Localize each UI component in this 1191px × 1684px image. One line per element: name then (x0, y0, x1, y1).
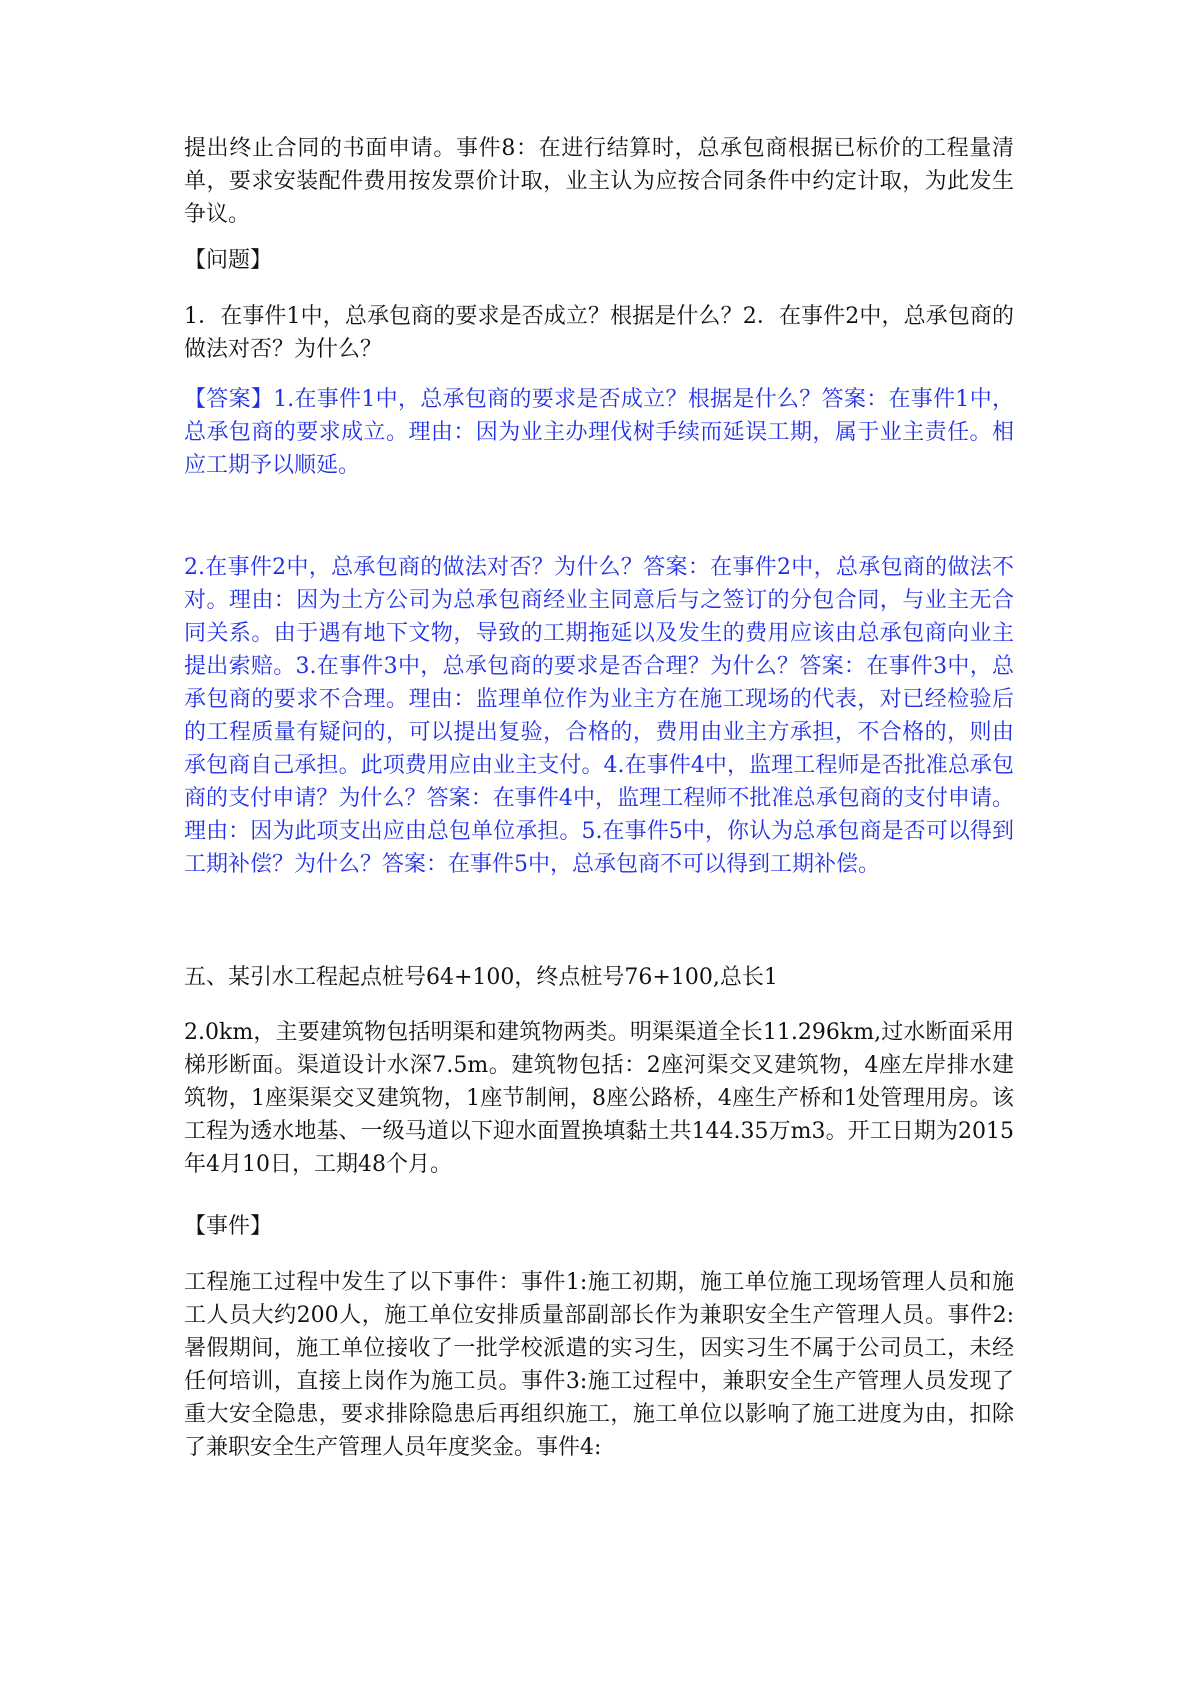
paragraph-events: 工程施工过程中发生了以下事件：事件1:施工初期，施工单位施工现场管理人员和施工人员大约200人，施工单位安排质量部副部长作为兼职安全生产管理人员。事件2:暑假期间，施工单位接收了一批学校派遣的实习生，因实习生不属于公司员工，未经任何培训，直接上岗作为施工员。事件3:施工过程中，兼职安全生产管理人员发现了重大安全隐患，要求排除隐患后再组织施工，施工单位以影响了施工进度为由，扣除了兼职安全生产管理人员年度奖金。事件4: (184, 1270, 1014, 1460)
heading-events: 【事件】 (184, 1214, 273, 1239)
paragraph-questions: 1．在事件1中，总承包商的要求是否成立？根据是什么？2．在事件2中，总承包商的做法对否？为什么？ (184, 304, 1014, 362)
heading-question: 【问题】 (184, 248, 273, 273)
paragraph-section-5-title: 五、某引水工程起点桩号64+100，终点桩号76+100,总长1 (184, 965, 778, 990)
paragraph-event-8: 提出终止合同的书面申请。事件8：在进行结算时，总承包商根据已标价的工程量清单，要求安装配件费用按发票价计取，业主认为应按合同条件中约定计取，为此发生争议。 (184, 136, 1014, 227)
document-page (184, 0, 1014, 1684)
paragraph-project-description: 2.0km，主要建筑物包括明渠和建筑物两类。明渠渠道全长11.296km,过水断面采用梯形断面。渠道设计水深7.5m。建筑物包括：2座河渠交叉建筑物，4座左岸排水建筑物，1座渠渠交叉建筑物，1座节制闸，8座公路桥，4座生产桥和1处管理用房。该工程为透水地基、一级马道以下迎水面置换填黏土共144.35万m3。开工日期为2015年4月10日，工期48个月。 (184, 1020, 1014, 1177)
paragraph-answer-2: 2.在事件2中，总承包商的做法对否？为什么？答案：在事件2中，总承包商的做法不对。理由：因为土方公司为总承包商经业主同意后与之签订的分包合同，与业主无合同关系。由于遇有地下文物，导致的工期拖延以及发生的费用应该由总承包商向业主提出索赔。3.在事件3中，总承包商的要求是否合理？为什么？答案：在事件3中，总承包商的要求不合理。理由：监理单位作为业主方在施工现场的代表，对已经检验后的工程质量有疑问的，可以提出复验，合格的，费用由业主方承担，不合格的，则由承包商自己承担。此项费用应由业主支付。4.在事件4中，监理工程师是否批准总承包商的支付申请？为什么？答案：在事件4中，监理工程师不批准总承包商的支付申请。理由：因为此项支出应由总包单位承担。5.在事件5中，你认为总承包商是否可以得到工期补偿？为什么？答案：在事件5中，总承包商不可以得到工期补偿。 (184, 555, 1014, 877)
paragraph-answer-1: 【答案】1.在事件1中，总承包商的要求是否成立？根据是什么？答案：在事件1中，总承包商的要求成立。理由：因为业主办理伐树手续而延误工期，属于业主责任。相应工期予以顺延。 (184, 387, 1014, 478)
